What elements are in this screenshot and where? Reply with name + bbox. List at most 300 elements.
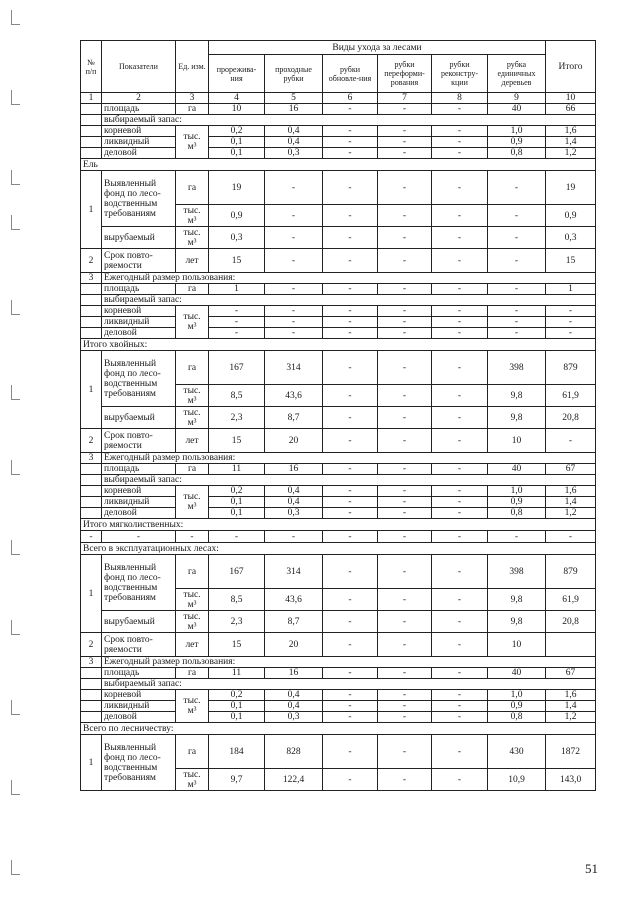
value-cell: - [265, 284, 323, 295]
unit-cell: тыс. м³ [176, 227, 209, 249]
value-cell: - [323, 464, 378, 475]
unit-cell: тыс. м³ [176, 407, 209, 429]
binder-margin [8, 0, 24, 905]
row-label: площадь [102, 284, 176, 295]
column-number: 9 [488, 93, 546, 104]
value-cell: - [432, 126, 488, 137]
value-cell: - [546, 306, 596, 317]
row-number [81, 668, 102, 679]
value-cell: - [176, 531, 209, 543]
value-cell: - [488, 317, 546, 328]
value-cell: - [323, 555, 378, 589]
value-cell: - [488, 328, 546, 339]
column-number: 10 [546, 93, 596, 104]
value-cell: 0,9 [488, 137, 546, 148]
value-cell: - [378, 351, 432, 385]
value-cell: 430 [488, 735, 546, 769]
value-cell: 2,3 [209, 407, 265, 429]
value-cell: 879 [546, 555, 596, 589]
column-number: 6 [323, 93, 378, 104]
value-cell: - [323, 137, 378, 148]
value-cell: - [488, 249, 546, 273]
value-cell: - [102, 531, 176, 543]
value-cell: 122,4 [265, 769, 323, 791]
row-number: 1 [81, 351, 102, 429]
value-cell: - [432, 769, 488, 791]
row-number [81, 690, 102, 701]
value-cell: - [432, 137, 488, 148]
value-cell: - [323, 171, 378, 205]
row-number [81, 701, 102, 712]
unit-cell: га [176, 284, 209, 295]
row-label: деловой [102, 148, 176, 159]
value-cell: - [81, 531, 102, 543]
value-cell: - [432, 555, 488, 589]
value-cell: - [323, 104, 378, 115]
value-cell: - [378, 137, 432, 148]
value-cell: 1 [546, 284, 596, 295]
row-label: ликвидный [102, 497, 176, 508]
row-label: Ежегодный размер пользования: [102, 657, 596, 668]
value-cell: 314 [265, 351, 323, 385]
value-cell: - [265, 205, 323, 227]
unit-cell: лет [176, 633, 209, 657]
row-label: выбираемый запас: [102, 115, 596, 126]
value-cell: 19 [546, 171, 596, 205]
value-cell: - [323, 633, 378, 657]
value-cell: 0,8 [488, 508, 546, 519]
value-cell: 43,6 [265, 589, 323, 611]
value-cell: - [432, 306, 488, 317]
value-cell: - [323, 328, 378, 339]
value-cell: - [265, 171, 323, 205]
value-cell: - [323, 735, 378, 769]
unit-cell: тыс. м³ [176, 589, 209, 611]
value-cell: - [265, 249, 323, 273]
value-cell: 0,2 [209, 690, 265, 701]
value-cell: 0,3 [546, 227, 596, 249]
value-cell: 15 [209, 249, 265, 273]
row-label: вырубаемый [102, 611, 176, 633]
value-cell: - [378, 589, 432, 611]
value-cell: - [432, 668, 488, 679]
row-number: 2 [81, 429, 102, 453]
value-cell: 0,9 [488, 701, 546, 712]
row-label: Срок повто-ряемости [102, 633, 176, 657]
value-cell: - [432, 464, 488, 475]
value-cell: - [546, 429, 596, 453]
unit-cell: тыс. м³ [176, 611, 209, 633]
value-cell: - [378, 328, 432, 339]
value-cell: 9,8 [488, 611, 546, 633]
value-cell: 0,9 [546, 205, 596, 227]
row-label: Выявленный фонд по лесо-водственным требованиям [102, 171, 176, 227]
row-label: деловой [102, 508, 176, 519]
value-cell: 43,6 [265, 385, 323, 407]
unit-cell: тыс. м³ [176, 769, 209, 791]
row-label: площадь [102, 668, 176, 679]
section-title: Всего по лесничеству: [81, 723, 596, 735]
row-number [81, 148, 102, 159]
value-cell: - [378, 385, 432, 407]
row-label: корневой [102, 306, 176, 317]
value-cell: - [432, 148, 488, 159]
row-label: Выявленный фонд по лесо-водственным требованиям [102, 555, 176, 611]
row-label: вырубаемый [102, 407, 176, 429]
row-label: корневой [102, 486, 176, 497]
value-cell: - [488, 306, 546, 317]
value-cell: - [378, 284, 432, 295]
row-number [81, 115, 102, 126]
unit-cell: лет [176, 249, 209, 273]
column-number: 2 [102, 93, 176, 104]
value-cell [546, 633, 596, 657]
value-cell: - [323, 769, 378, 791]
value-cell: 0,1 [209, 712, 265, 723]
value-cell: - [378, 668, 432, 679]
value-cell: 1 [209, 284, 265, 295]
value-cell: 0,4 [265, 690, 323, 701]
value-cell: 40 [488, 104, 546, 115]
section-title: Итого хвойных: [81, 339, 596, 351]
value-cell: - [378, 104, 432, 115]
row-number [81, 295, 102, 306]
value-cell: - [378, 249, 432, 273]
value-cell: - [488, 205, 546, 227]
value-cell: - [378, 126, 432, 137]
value-cell: 1,4 [546, 497, 596, 508]
header-num: № п/п [81, 41, 102, 93]
row-number: 1 [81, 555, 102, 633]
header-type: рубка единичных деревьев [488, 55, 546, 93]
value-cell: 0,3 [265, 508, 323, 519]
value-cell: - [209, 531, 265, 543]
value-cell: - [323, 486, 378, 497]
unit-cell: га [176, 555, 209, 589]
row-label: Ежегодный размер пользования: [102, 453, 596, 464]
column-number: 8 [432, 93, 488, 104]
unit-cell: га [176, 104, 209, 115]
value-cell: - [432, 284, 488, 295]
value-cell: - [378, 407, 432, 429]
value-cell: 0,1 [209, 148, 265, 159]
value-cell: 0,3 [265, 712, 323, 723]
row-label: выбираемый запас: [102, 679, 596, 690]
row-number: 2 [81, 633, 102, 657]
header-type: проходные рубки [265, 55, 323, 93]
value-cell: - [323, 531, 378, 543]
value-cell: 0,3 [265, 148, 323, 159]
value-cell: - [432, 735, 488, 769]
value-cell: 1,2 [546, 148, 596, 159]
value-cell: 1,6 [546, 690, 596, 701]
row-number [81, 317, 102, 328]
value-cell: 15 [209, 633, 265, 657]
value-cell: - [378, 464, 432, 475]
value-cell: 0,4 [265, 497, 323, 508]
value-cell: - [378, 171, 432, 205]
value-cell: - [323, 497, 378, 508]
page-number: 51 [585, 861, 598, 876]
value-cell: - [323, 611, 378, 633]
value-cell: 1,6 [546, 126, 596, 137]
row-label: выбираемый запас: [102, 295, 596, 306]
value-cell: - [378, 497, 432, 508]
value-cell: - [432, 701, 488, 712]
value-cell: 16 [265, 464, 323, 475]
value-cell: - [323, 712, 378, 723]
row-number [81, 712, 102, 723]
value-cell: - [378, 508, 432, 519]
value-cell: - [546, 317, 596, 328]
row-label: деловой [102, 328, 176, 339]
value-cell: - [432, 249, 488, 273]
value-cell: - [432, 385, 488, 407]
row-label: Срок повто-ряемости [102, 249, 176, 273]
value-cell: 9,8 [488, 589, 546, 611]
value-cell: 314 [265, 555, 323, 589]
value-cell: - [378, 735, 432, 769]
unit-cell: лет [176, 429, 209, 453]
row-label: Выявленный фонд по лесо-водственным требованиям [102, 735, 176, 791]
value-cell: - [323, 306, 378, 317]
value-cell: - [488, 284, 546, 295]
row-number [81, 475, 102, 486]
value-cell: 10 [209, 104, 265, 115]
value-cell: - [265, 227, 323, 249]
value-cell: 0,4 [265, 126, 323, 137]
value-cell: - [432, 227, 488, 249]
value-cell: 1,0 [488, 486, 546, 497]
value-cell: - [378, 531, 432, 543]
value-cell: 0,4 [265, 486, 323, 497]
value-cell: - [323, 351, 378, 385]
value-cell: 0,2 [209, 486, 265, 497]
value-cell: 0,2 [209, 126, 265, 137]
column-number: 7 [378, 93, 432, 104]
value-cell: - [378, 555, 432, 589]
value-cell: 10 [488, 429, 546, 453]
row-number [81, 679, 102, 690]
value-cell: 1,4 [546, 701, 596, 712]
value-cell: 0,1 [209, 497, 265, 508]
value-cell: - [323, 589, 378, 611]
forest-care-table [80, 40, 596, 791]
row-number: 1 [81, 171, 102, 249]
value-cell: 167 [209, 351, 265, 385]
value-cell: - [432, 407, 488, 429]
value-cell: - [378, 148, 432, 159]
value-cell: 20,8 [546, 407, 596, 429]
row-number [81, 508, 102, 519]
value-cell: 15 [209, 429, 265, 453]
row-label: Срок повто-ряемости [102, 429, 176, 453]
value-cell: 9,7 [209, 769, 265, 791]
value-cell: - [432, 508, 488, 519]
value-cell: 40 [488, 464, 546, 475]
value-cell: 9,8 [488, 385, 546, 407]
value-cell: 0,8 [488, 148, 546, 159]
value-cell: - [432, 429, 488, 453]
column-number: 5 [265, 93, 323, 104]
header-unit: Ед. изм. [176, 41, 209, 93]
value-cell: - [488, 531, 546, 543]
value-cell: - [378, 769, 432, 791]
value-cell: 184 [209, 735, 265, 769]
value-cell: - [323, 317, 378, 328]
row-number [81, 137, 102, 148]
value-cell: - [488, 171, 546, 205]
value-cell: - [432, 351, 488, 385]
value-cell: - [265, 531, 323, 543]
value-cell: 8,5 [209, 385, 265, 407]
value-cell: 0,1 [209, 137, 265, 148]
value-cell: 10,9 [488, 769, 546, 791]
header-indicators: Показатели [102, 41, 176, 93]
value-cell: - [432, 104, 488, 115]
unit-cell: тыс. м³ [176, 126, 209, 159]
value-cell: 167 [209, 555, 265, 589]
value-cell: - [323, 701, 378, 712]
value-cell: - [209, 306, 265, 317]
unit-cell: га [176, 351, 209, 385]
unit-cell: тыс. м³ [176, 486, 209, 519]
row-number [81, 497, 102, 508]
row-number: 3 [81, 657, 102, 668]
value-cell: 8,7 [265, 407, 323, 429]
header-type: рубки реконстру-кции [432, 55, 488, 93]
value-cell: 1,4 [546, 137, 596, 148]
value-cell: 15 [546, 249, 596, 273]
row-number [81, 126, 102, 137]
row-number [81, 486, 102, 497]
value-cell: 1,0 [488, 690, 546, 701]
value-cell: - [432, 486, 488, 497]
row-label: ликвидный [102, 701, 176, 712]
row-label: деловой [102, 712, 176, 723]
value-cell: - [209, 317, 265, 328]
value-cell: - [432, 712, 488, 723]
header-total: Итого [546, 41, 596, 93]
value-cell: 9,8 [488, 407, 546, 429]
value-cell: - [378, 486, 432, 497]
row-number: 2 [81, 249, 102, 273]
row-number: 3 [81, 453, 102, 464]
value-cell: 1,2 [546, 712, 596, 723]
header-type: прорежива-ния [209, 55, 265, 93]
value-cell: - [323, 227, 378, 249]
value-cell: 143,0 [546, 769, 596, 791]
value-cell: 0,1 [209, 508, 265, 519]
value-cell: 2,3 [209, 611, 265, 633]
section-title: Всего в эксплуатационных лесах: [81, 543, 596, 555]
value-cell: 40 [488, 668, 546, 679]
value-cell: - [546, 531, 596, 543]
value-cell: 828 [265, 735, 323, 769]
section-title: Ель [81, 159, 596, 171]
unit-cell: га [176, 735, 209, 769]
value-cell: 8,5 [209, 589, 265, 611]
value-cell: - [378, 633, 432, 657]
value-cell: 1,6 [546, 486, 596, 497]
value-cell: - [323, 126, 378, 137]
section-title: Итого мягколиственных: [81, 519, 596, 531]
column-number: 1 [81, 93, 102, 104]
row-label: Ежегодный размер пользования: [102, 273, 596, 284]
value-cell: - [432, 497, 488, 508]
unit-cell: га [176, 464, 209, 475]
value-cell: 8,7 [265, 611, 323, 633]
value-cell: - [488, 227, 546, 249]
unit-cell: тыс. м³ [176, 205, 209, 227]
value-cell: - [378, 701, 432, 712]
value-cell: - [378, 690, 432, 701]
value-cell: - [323, 429, 378, 453]
value-cell: - [432, 171, 488, 205]
value-cell: 67 [546, 668, 596, 679]
value-cell: - [323, 148, 378, 159]
row-label: выбираемый запас: [102, 475, 596, 486]
value-cell: 1,2 [546, 508, 596, 519]
row-label: корневой [102, 126, 176, 137]
value-cell: - [323, 690, 378, 701]
row-label: корневой [102, 690, 176, 701]
value-cell: 20 [265, 429, 323, 453]
value-cell: - [432, 589, 488, 611]
value-cell: - [323, 284, 378, 295]
value-cell: 0,3 [209, 227, 265, 249]
value-cell: - [432, 531, 488, 543]
value-cell: - [323, 249, 378, 273]
value-cell: - [378, 205, 432, 227]
value-cell: 61,9 [546, 385, 596, 407]
value-cell: - [323, 407, 378, 429]
value-cell: - [323, 508, 378, 519]
value-cell: 398 [488, 555, 546, 589]
row-number [81, 104, 102, 115]
value-cell: 1,0 [488, 126, 546, 137]
value-cell: - [432, 328, 488, 339]
header-type: рубки обновле-ния [323, 55, 378, 93]
value-cell: 66 [546, 104, 596, 115]
value-cell: 0,4 [265, 137, 323, 148]
value-cell: 0,1 [209, 701, 265, 712]
value-cell: 10 [488, 633, 546, 657]
column-number: 3 [176, 93, 209, 104]
row-label: площадь [102, 464, 176, 475]
value-cell: 0,4 [265, 701, 323, 712]
value-cell: 19 [209, 171, 265, 205]
value-cell: 20 [265, 633, 323, 657]
value-cell: - [378, 317, 432, 328]
value-cell: - [323, 385, 378, 407]
value-cell: - [432, 611, 488, 633]
row-label: вырубаемый [102, 227, 176, 249]
value-cell: 61,9 [546, 589, 596, 611]
value-cell: - [265, 317, 323, 328]
value-cell: 879 [546, 351, 596, 385]
unit-cell: га [176, 171, 209, 205]
value-cell: 11 [209, 668, 265, 679]
row-number: 3 [81, 273, 102, 284]
value-cell: 67 [546, 464, 596, 475]
row-label: ликвидный [102, 137, 176, 148]
value-cell: - [323, 668, 378, 679]
value-cell: - [209, 328, 265, 339]
unit-cell: тыс. м³ [176, 690, 209, 723]
header-type: рубки переформи-рования [378, 55, 432, 93]
value-cell: 0,9 [488, 497, 546, 508]
